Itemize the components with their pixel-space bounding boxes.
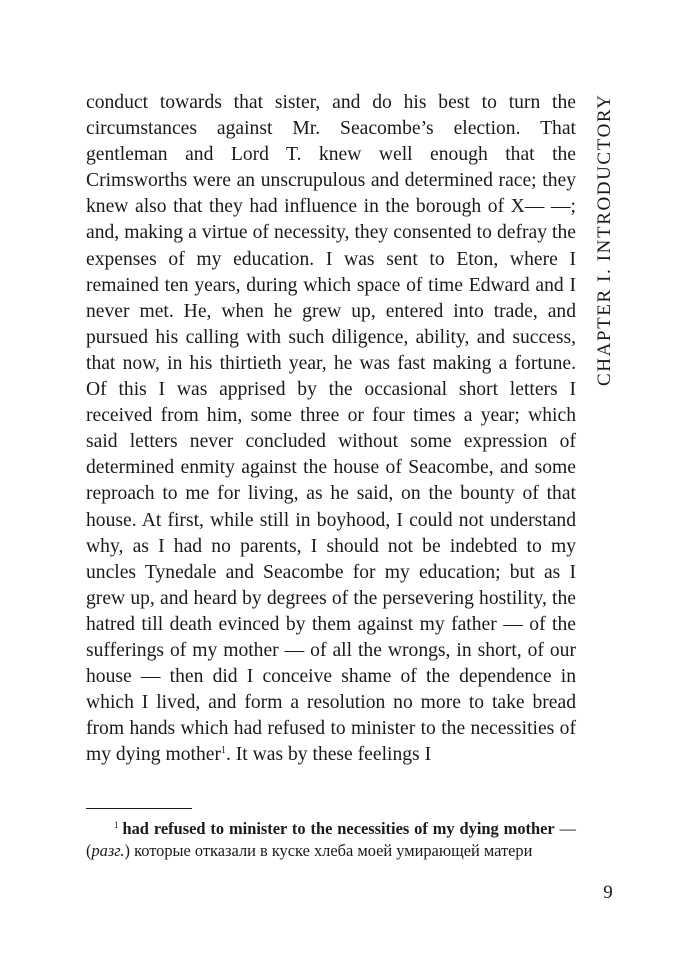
- running-head-chapter-title: CHAPTER I. INTRODUCTORY: [594, 93, 615, 386]
- footnote-reference-marker[interactable]: 1: [220, 745, 226, 757]
- footnote: [86, 818, 576, 862]
- footnote-phrase: had refused to minister to the necessities of my dying mother: [122, 819, 555, 838]
- footnote-marker: 1: [114, 820, 119, 830]
- page-number: 9: [603, 882, 613, 903]
- footnote-translation: ) которые отказали в куске хлеба моей умирающей матери: [124, 841, 533, 860]
- footnote-dash: — (: [86, 819, 576, 860]
- body-paragraph: [86, 90, 576, 768]
- footnote-separator-rule: [86, 808, 192, 809]
- body-text-tail: . It was by these feelings I: [225, 744, 432, 766]
- body-text-main: conduct towards that sister, and do his best to turn the circumstances against Mr. Seacombe’s election. That gentleman and Lord T. knew well enough that the Crimsworths were an unscrupulous and determined race; they knew also that they had influence in the borough of X— —; and, making a virtue of necessity, they consented to defray the expenses of my education. I was sent to Eton, where I remained ten years, during which space of time Edward and I never met. He, when he grew up, entered into trade, and pursued his calling with such diligence, ability, and success, that now, in his thirtieth year, he was fast making a fortune. Of this I was apprised by the occasional short letters I received from him, some three or four times a year; which said letters never concluded without some expression of determined enmity against the house of Seacombe, and some reproach to me for living, as he said, on the bounty of that house. At first, while still in boyhood, I could not understand why, as I had no parents, I should not be indebted to my uncles Tynedale and Seacombe for my education; but as I grew up, and heard by degrees of the persevering hostility, the hatred till death evinced by them against my father — of the sufferings of my mother — of all the wrongs, in short, of our house — then did I conceive shame of the dependence in which I lived, and form a resolution no more to take bread from hands which had refused to minister to the necessities of my dying mother: [86, 92, 576, 766]
- footnote-register-label: разг.: [91, 841, 125, 860]
